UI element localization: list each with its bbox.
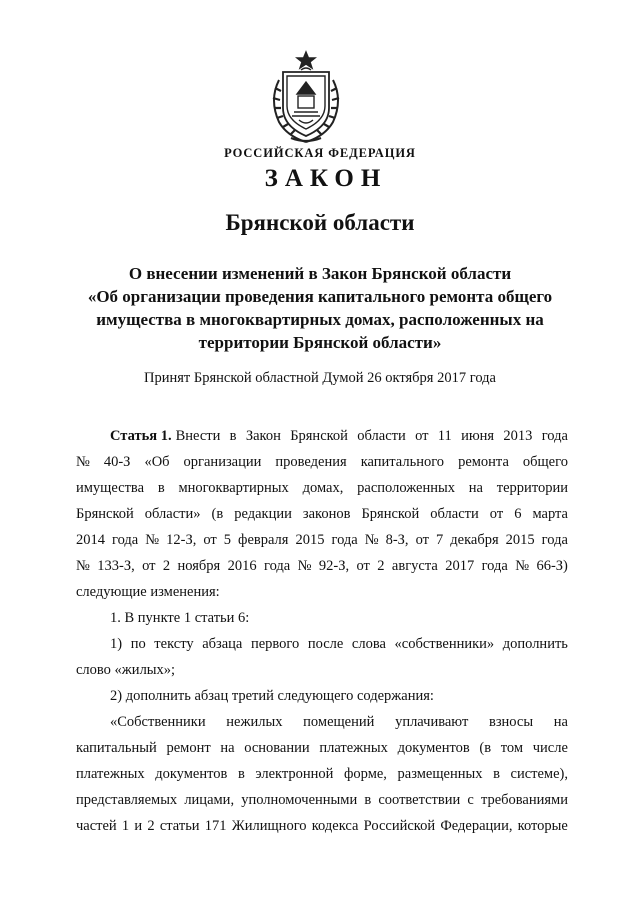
- item-1: 1. В пункте 1 статьи 6:: [110, 610, 250, 626]
- country-heading: РОССИЙСКАЯ ФЕДЕРАЦИЯ: [224, 146, 416, 160]
- article-line: имущества в многоквартирных домах, расположенных на территории: [76, 480, 568, 496]
- item-1-1-line: 1) по тексту абзаца первого после слова «собственники» дополнить: [110, 636, 568, 652]
- title-line: имущества в многоквартирных домах, расположенных на: [96, 310, 544, 329]
- quote-line: частей 1 и 2 статьи 171 Жилищного кодекса Российской Федерации, которые: [76, 818, 568, 834]
- article-line: 2014 года № 12-З, от 5 февраля 2015 года № 8-З, от 7 декабря 2015 года: [76, 532, 568, 548]
- article-line: следующие изменения:: [76, 584, 220, 600]
- article-first-line: [76, 423, 568, 449]
- document-type-heading: ЗАКОН: [264, 165, 388, 192]
- quote-line: платежных документов в электронной форме, размещенных в системе),: [76, 766, 568, 782]
- adoption-note: Принят Брянской областной Думой 26 октября 2017 года: [144, 370, 496, 386]
- item-1-2: 2) дополнить абзац третий следующего содержания:: [110, 688, 434, 704]
- article-line: Брянской области» (в редакции законов Брянской области от 6 марта: [76, 506, 568, 522]
- article-line: № 133-З, от 2 ноября 2016 года № 92-З, от 2 августа 2017 года № 66-З): [76, 558, 568, 574]
- item-1-1-line: слово «жилых»;: [76, 662, 176, 678]
- law-title: [0, 262, 640, 354]
- title-line: О внесении изменений в Закон Брянской области: [128, 264, 512, 283]
- quote-line: капитальный ремонт на основании платежных документов (в том числе: [76, 740, 568, 756]
- law-body: [76, 423, 568, 839]
- region-heading: Брянской области: [225, 210, 415, 235]
- article-line: № 40-З «Об организации проведения капитального ремонта общего: [76, 454, 568, 470]
- title-line: «Об организации проведения капитального ремонта общего: [87, 287, 553, 306]
- article-label: Статья 1.: [110, 428, 172, 444]
- quote-line: представляемых лицами, уполномоченными в соответствии с требованиями: [76, 792, 568, 808]
- title-line: территории Брянской области»: [198, 333, 442, 352]
- article-text: Внести в Закон Брянской области от 11 июня 2013 года: [175, 428, 568, 444]
- coat-of-arms-emblem: [261, 50, 351, 144]
- quote-line: «Собственники нежилых помещений уплачивают взносы на: [110, 714, 568, 730]
